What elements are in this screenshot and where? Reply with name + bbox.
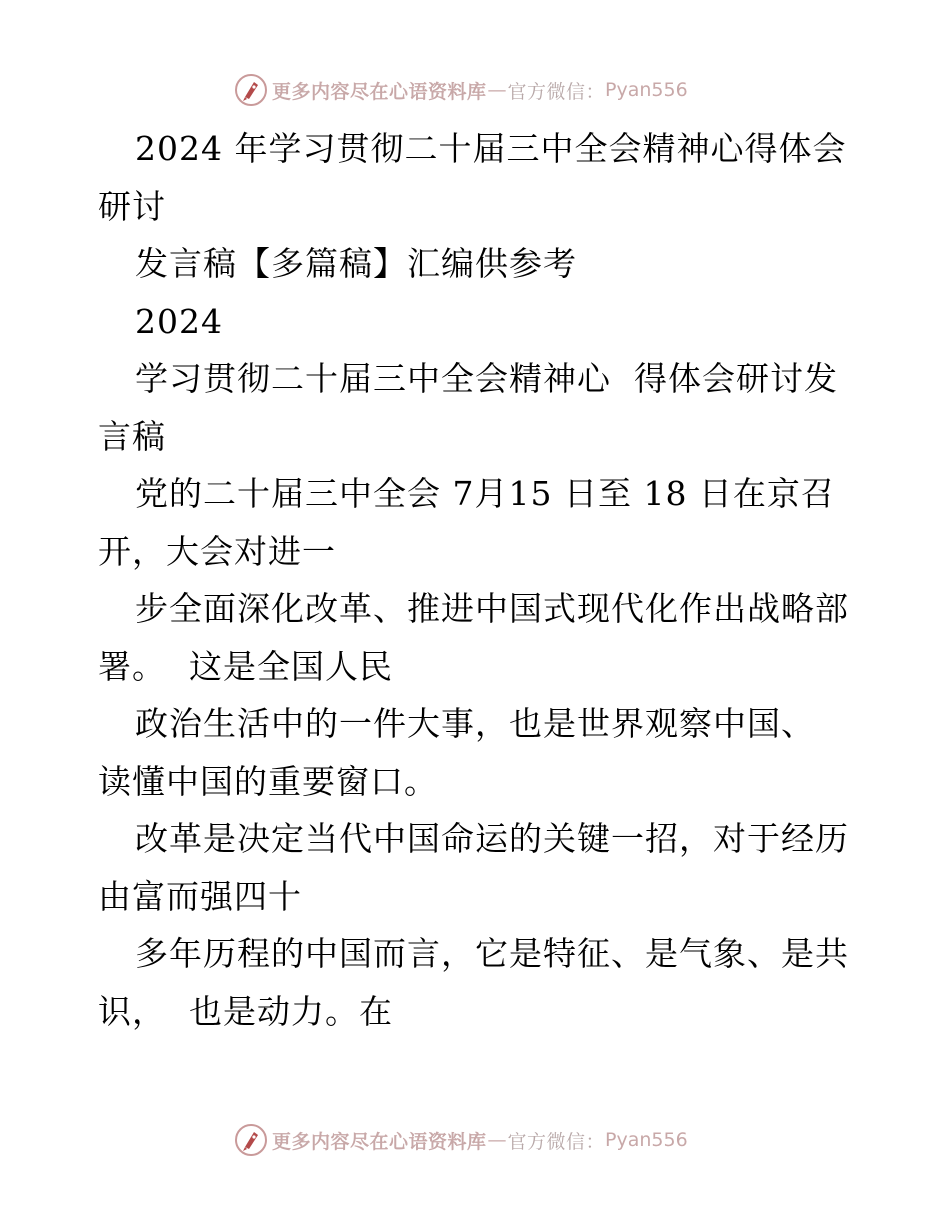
paragraph-line: 读懂中国的重要窗口。 [98,761,438,801]
watermark-wechat-label: 官方微信： [507,1130,606,1153]
header-watermark [234,72,688,108]
watermark-dash: — [487,1129,507,1151]
watermark-site-text: 更多内容尽在心语资料库 [272,80,487,103]
paragraph-line: 由富而强四十 [98,876,302,916]
title-line-1: 2024 年学习贯彻二十届三中全会精神心得体会 [135,129,847,168]
pen-nib-logo-icon [234,73,268,107]
footer-watermark [234,1122,688,1158]
watermark-wechat-label: 官方微信： [507,80,606,103]
heading-line-2: 言稿 [98,416,166,456]
paragraph-line: 识， 也是动力。在 [98,991,393,1031]
pen-nib-logo-icon [234,1123,268,1157]
heading-line-1: 学习贯彻二十届三中全会精神心 得体会研讨发 [135,359,838,398]
paragraph-line: 步全面深化改革、推进中国式现代化作出战略部 [135,589,849,628]
paragraph-line: 署。 这是全国人民 [98,646,393,686]
watermark-wechat-id: Pyan556 [605,79,688,101]
document-body [98,120,858,1040]
paragraph-line: 开，大会对进一 [98,531,336,571]
paragraph-line: 改革是决定当代中国命运的关键一招，对于经历 [135,819,849,858]
paragraph-line: 多年历程的中国而言，它是特征、是气象、是共 [135,934,849,973]
paragraph-line: 党的二十届三中全会 7月15 日至 18 日在京召 [135,474,835,513]
watermark-dash: — [487,79,507,101]
subtitle-line: 发言稿【多篇稿】汇编供参考 [135,244,577,283]
year-line: 2024 [135,301,223,341]
watermark-site-text: 更多内容尽在心语资料库 [272,1130,487,1153]
title-line-2: 研讨 [98,186,166,226]
paragraph-line: 政治生活中的一件大事，也是世界观察中国、 [135,704,815,743]
watermark-wechat-id: Pyan556 [605,1129,688,1151]
